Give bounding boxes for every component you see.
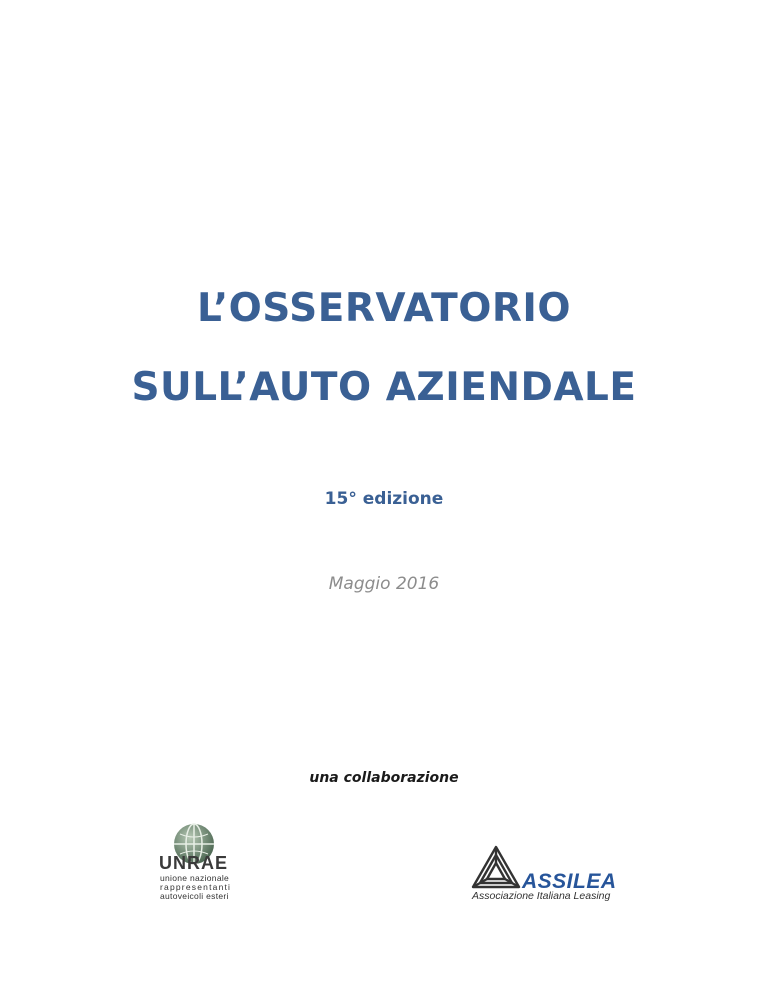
unrae-subtitle-line-1: unione nazionale xyxy=(160,873,230,883)
assilea-logo xyxy=(470,844,630,904)
collaboration-label: una collaborazione xyxy=(309,770,459,786)
unrae-logo xyxy=(158,822,234,900)
assilea-tagline: Associazione Italiana Leasing xyxy=(472,890,611,902)
edition-label: 15° edizione xyxy=(324,489,444,509)
assilea-wordmark: ASSILEA xyxy=(522,870,617,893)
unrae-subtitle-line-3: autoveicoli esteri xyxy=(160,891,229,901)
unrae-subtitle-line-2: rappresentanti xyxy=(160,882,232,892)
title-line-1: L’OSSERVATORIO xyxy=(196,286,572,331)
title-line-2: SULL’AUTO AZIENDALE xyxy=(131,365,637,410)
assilea-triangle-icon xyxy=(470,844,522,890)
unrae-wordmark: UNRAE xyxy=(159,853,229,873)
publication-date: Maggio 2016 xyxy=(328,574,440,594)
